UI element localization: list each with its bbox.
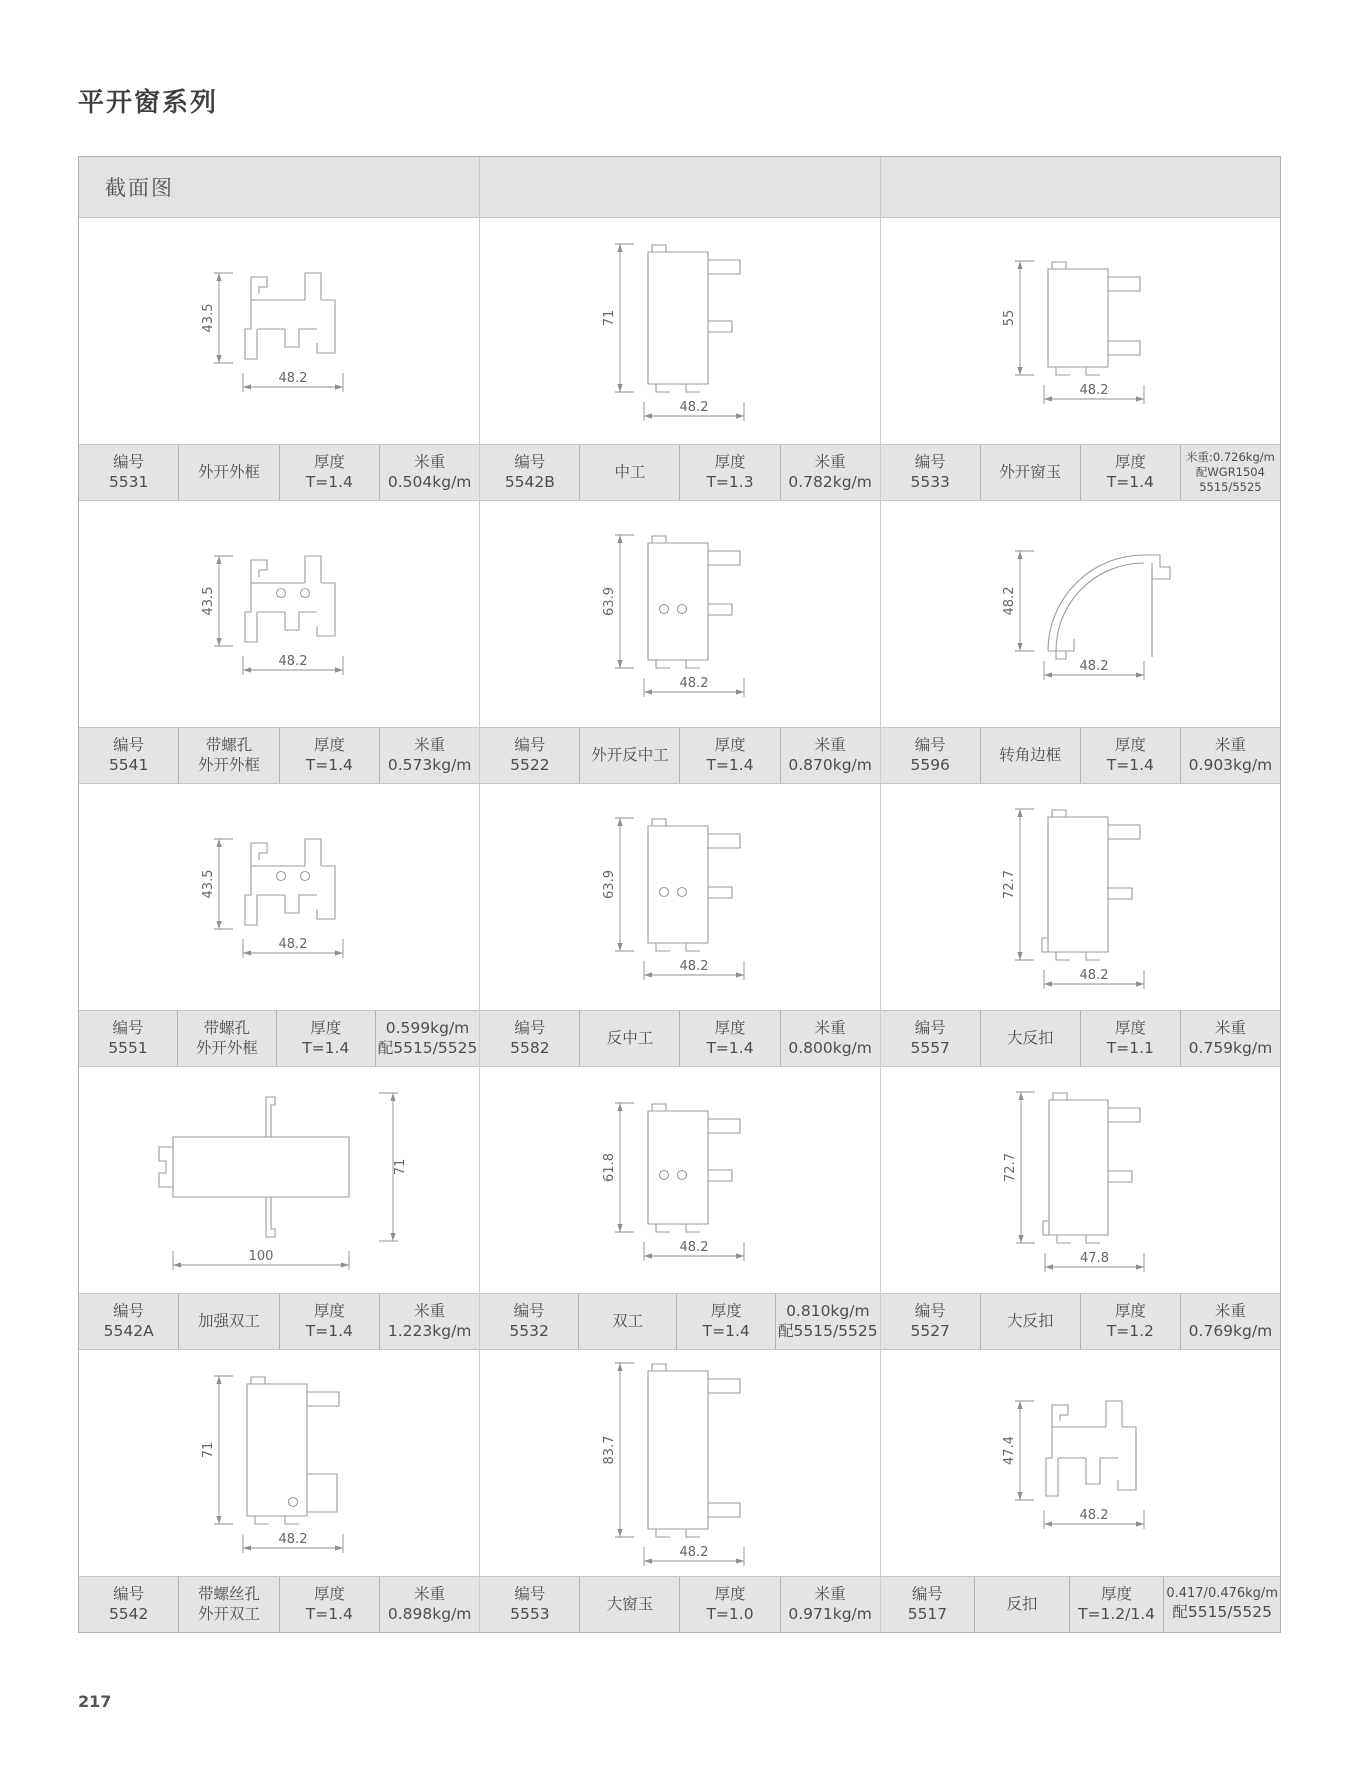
- spec-code-value: 5596: [910, 755, 950, 774]
- spec-thickness-cell: [1080, 728, 1180, 783]
- section-header-cell-2: [479, 157, 879, 217]
- page-number: 217: [78, 1692, 112, 1711]
- profile-row: [79, 1067, 1280, 1350]
- spec-weight-line: 0.800kg/m: [788, 1038, 872, 1057]
- spec-code-cell: [480, 445, 579, 500]
- spec-name-line: 带螺孔: [205, 735, 253, 754]
- spec-code-cell: [79, 1294, 178, 1349]
- profile-cross-section-diagram: [89, 784, 469, 1010]
- profile-cross-section-diagram: [890, 501, 1270, 727]
- spec-name-line: 大窗玉: [606, 1594, 654, 1613]
- spec-weight-line: 配5515/5525: [1172, 1602, 1272, 1621]
- spec-name-line: 中工: [614, 462, 646, 481]
- spec-weight-line: 0.759kg/m: [1188, 1038, 1273, 1057]
- dimension-label-vertical: 72.7: [1002, 870, 1018, 899]
- catalog-table: [78, 156, 1281, 1633]
- profile-cross-section-diagram: [890, 218, 1270, 444]
- spec-code-value: 5517: [907, 1604, 948, 1623]
- spec-weight-cell: [379, 1294, 479, 1349]
- profile-diagram-area: [881, 784, 1280, 1010]
- spec-code-value: 5557: [910, 1038, 950, 1057]
- dimension-label-horizontal: 48.2: [679, 676, 709, 691]
- spec-weight-cell: [379, 728, 479, 783]
- profile-diagram-area: [79, 218, 479, 444]
- spec-code-label: 编号: [514, 452, 546, 471]
- spec-weight-line: 米重: [414, 1584, 446, 1603]
- spec-code-cell: [79, 445, 178, 500]
- spec-code-value: 5551: [108, 1038, 148, 1057]
- spec-thickness-value: T=1.4: [1106, 472, 1154, 491]
- spec-code-cell: [480, 1294, 578, 1349]
- spec-name-line: 带螺孔: [203, 1018, 251, 1037]
- spec-weight-line: 0.782kg/m: [788, 472, 872, 491]
- spec-thickness-value: T=1.4: [706, 1038, 754, 1057]
- dimension-label-horizontal: 47.8: [1080, 1251, 1110, 1266]
- spec-weight-cell: [780, 1011, 880, 1066]
- spec-weight-cell: [780, 445, 880, 500]
- spec-code-value: 5527: [910, 1321, 950, 1340]
- spec-code-label: 编号: [914, 1018, 946, 1037]
- profile-diagram-area: [480, 1067, 879, 1293]
- spec-weight-line: 米重: [814, 452, 846, 471]
- dimension-label-vertical: 43.5: [201, 303, 217, 333]
- spec-thickness-cell: [679, 1577, 779, 1632]
- spec-code-value: 5582: [510, 1038, 550, 1057]
- spec-thickness-cell: [679, 445, 779, 500]
- profile-spec-row: [881, 1010, 1280, 1067]
- profile-spec-row: [881, 444, 1280, 501]
- spec-thickness-value: T=1.4: [706, 755, 754, 774]
- spec-name-cell: [178, 1577, 278, 1632]
- profile-cross-section-diagram: [490, 784, 870, 1010]
- profile-cross-section-diagram: [490, 501, 870, 727]
- spec-name-line: 外开外框: [197, 462, 260, 481]
- spec-name-cell: [579, 728, 679, 783]
- profile-grid: [79, 218, 1280, 1632]
- profile-cell: [479, 501, 879, 784]
- spec-code-label: 编号: [513, 1301, 545, 1320]
- spec-weight-line: 米重: [414, 735, 446, 754]
- dimension-label-vertical: 48.2: [1002, 586, 1018, 616]
- profile-diagram-area: [79, 1067, 479, 1293]
- spec-code-cell: [79, 728, 178, 783]
- spec-weight-line: 米重: [1214, 1018, 1246, 1037]
- spec-code-value: 5531: [108, 472, 149, 491]
- dimension-label-vertical: 71: [393, 1158, 409, 1176]
- spec-code-label: 编号: [112, 1018, 144, 1037]
- spec-thickness-label: 厚度: [714, 1018, 746, 1037]
- spec-name-cell: [980, 728, 1080, 783]
- spec-name-line: 反中工: [606, 1028, 654, 1047]
- spec-weight-line: 0.870kg/m: [788, 755, 872, 774]
- spec-weight-line: 米重: [1214, 1301, 1246, 1320]
- spec-thickness-cell: [279, 445, 379, 500]
- spec-name-cell: [974, 1577, 1069, 1632]
- spec-weight-line: 0.971kg/m: [788, 1604, 872, 1623]
- spec-name-cell: [980, 1294, 1080, 1349]
- dimension-label-horizontal: 48.2: [278, 937, 308, 952]
- spec-name-line: 加强双工: [197, 1311, 260, 1330]
- spec-weight-line: 米重: [414, 1301, 446, 1320]
- spec-weight-line: 配5515/5525: [778, 1321, 878, 1340]
- spec-thickness-value: T=1.4: [305, 472, 353, 491]
- spec-thickness-label: 厚度: [710, 1301, 742, 1320]
- profile-diagram-area: [881, 218, 1280, 444]
- profile-spec-row: [480, 1293, 879, 1350]
- spec-thickness-label: 厚度: [1114, 1301, 1146, 1320]
- spec-name-line: 大反扣: [1007, 1311, 1054, 1330]
- profile-spec-row: [480, 1576, 879, 1632]
- profile-diagram-area: [480, 784, 879, 1010]
- spec-thickness-cell: [1080, 1294, 1180, 1349]
- spec-thickness-value: T=1.4: [305, 1604, 353, 1623]
- spec-thickness-cell: [276, 1011, 375, 1066]
- spec-code-cell: [79, 1011, 177, 1066]
- spec-thickness-cell: [1069, 1577, 1164, 1632]
- profile-diagram-area: [480, 218, 879, 444]
- spec-thickness-label: 厚度: [714, 452, 746, 471]
- dimension-label-horizontal: 48.2: [1079, 659, 1109, 674]
- spec-thickness-cell: [676, 1294, 775, 1349]
- spec-weight-line: 配5515/5525: [377, 1038, 478, 1057]
- spec-weight-line: 1.223kg/m: [387, 1321, 472, 1340]
- profile-cross-section-diagram: [890, 1067, 1270, 1293]
- profile-cell: [479, 784, 879, 1067]
- dimension-label-horizontal: 48.2: [679, 1240, 709, 1255]
- section-header-cell: 截面图: [105, 176, 174, 200]
- profile-cell: [880, 1067, 1280, 1350]
- dimension-label-horizontal: 48.2: [1079, 1508, 1109, 1523]
- spec-weight-cell: [1163, 1577, 1280, 1632]
- dimension-label-vertical: 71: [601, 309, 617, 327]
- dimension-label-horizontal: 48.2: [278, 654, 308, 669]
- dimension-label-horizontal: 48.2: [679, 1545, 709, 1560]
- profile-cross-section-diagram: [490, 218, 870, 444]
- spec-thickness-cell: [279, 1294, 379, 1349]
- spec-name-line: 外开反中工: [591, 745, 669, 764]
- spec-name-line: 外开窗玉: [999, 462, 1062, 481]
- table-header-row: [79, 157, 1280, 218]
- spec-weight-cell: [375, 1011, 480, 1066]
- profile-spec-row: [79, 1576, 479, 1632]
- profile-diagram-area: [79, 784, 479, 1010]
- spec-thickness-value: T=1.2/1.4: [1078, 1604, 1156, 1623]
- spec-code-label: 编号: [113, 735, 145, 754]
- spec-code-cell: [881, 445, 980, 500]
- profile-spec-row: [79, 1010, 479, 1067]
- profile-cell: [479, 1067, 879, 1350]
- profile-diagram-area: [881, 1350, 1280, 1576]
- dimension-label-vertical: 43.5: [201, 869, 217, 899]
- profile-spec-row: [480, 727, 879, 784]
- profile-cell: [479, 218, 879, 501]
- dimension-label-horizontal: 100: [248, 1249, 274, 1264]
- spec-weight-line: 0.810kg/m: [786, 1301, 870, 1320]
- spec-thickness-value: T=1.4: [1106, 755, 1154, 774]
- spec-weight-line: 0.599kg/m: [385, 1018, 470, 1037]
- profile-cell: [880, 1350, 1280, 1632]
- spec-name-cell: [177, 1011, 276, 1066]
- profile-cell: [79, 1067, 479, 1350]
- profile-cell: [79, 501, 479, 784]
- spec-thickness-value: T=1.2: [1106, 1321, 1154, 1340]
- spec-name-line: 外开双工: [197, 1604, 260, 1623]
- spec-code-label: 编号: [113, 452, 145, 471]
- spec-code-cell: [881, 1577, 975, 1632]
- spec-thickness-label: 厚度: [1114, 452, 1146, 471]
- spec-name-line: 大反扣: [1007, 1028, 1054, 1047]
- spec-weight-line: 米重: [814, 735, 846, 754]
- spec-code-cell: [79, 1577, 178, 1632]
- spec-weight-line: 米重: [814, 1018, 846, 1037]
- spec-code-cell: [480, 1577, 579, 1632]
- spec-weight-line: 米重: [814, 1584, 846, 1603]
- spec-code-value: 5542B: [504, 472, 555, 491]
- profile-cross-section-diagram: [890, 1350, 1270, 1576]
- spec-name-cell: [579, 1011, 679, 1066]
- spec-weight-line: 0.769kg/m: [1188, 1321, 1273, 1340]
- profile-cell: [479, 1350, 879, 1632]
- profile-diagram-area: [881, 501, 1280, 727]
- spec-thickness-label: 厚度: [313, 735, 345, 754]
- spec-code-value: 5542A: [103, 1321, 154, 1340]
- profile-cell: [79, 218, 479, 501]
- spec-name-line: 带螺丝孔: [197, 1584, 260, 1603]
- profile-row: [79, 501, 1280, 784]
- profile-row: [79, 218, 1280, 501]
- profile-cross-section-diagram: [89, 1350, 469, 1576]
- spec-code-cell: [480, 728, 579, 783]
- spec-code-value: 5532: [509, 1321, 549, 1340]
- profile-cross-section-diagram: [490, 1350, 870, 1576]
- spec-code-cell: [881, 1294, 980, 1349]
- profile-cell: [880, 218, 1280, 501]
- spec-weight-cell: [780, 728, 880, 783]
- profile-spec-row: [79, 1293, 479, 1350]
- profile-row: [79, 1350, 1280, 1632]
- spec-weight-cell: [379, 445, 479, 500]
- spec-thickness-value: T=1.1: [1106, 1038, 1154, 1057]
- spec-thickness-label: 厚度: [1101, 1584, 1133, 1603]
- profile-cross-section-diagram: [490, 1067, 870, 1293]
- spec-weight-cell: [775, 1294, 880, 1349]
- page-title: 平开窗系列: [78, 88, 219, 118]
- spec-thickness-value: T=1.4: [305, 755, 353, 774]
- spec-name-line: 反扣: [1006, 1594, 1038, 1613]
- spec-code-label: 编号: [911, 1584, 943, 1603]
- profile-diagram-area: [480, 501, 879, 727]
- spec-code-label: 编号: [514, 1584, 546, 1603]
- spec-name-line: 转角边框: [999, 745, 1062, 764]
- spec-code-label: 编号: [914, 452, 946, 471]
- dimension-label-vertical: 55: [1002, 309, 1018, 327]
- profile-cross-section-diagram: [89, 1067, 469, 1293]
- profile-cross-section-diagram: [89, 501, 469, 727]
- spec-weight-line: 0.417/0.476kg/m: [1166, 1586, 1278, 1602]
- dimension-label-horizontal: 48.2: [278, 1532, 308, 1547]
- spec-thickness-label: 厚度: [313, 1301, 345, 1320]
- spec-thickness-cell: [679, 1011, 779, 1066]
- profile-spec-row: [480, 1010, 879, 1067]
- section-header-cell-3: [880, 157, 1280, 217]
- spec-thickness-cell: [1080, 445, 1180, 500]
- spec-name-cell: [980, 445, 1080, 500]
- spec-code-label: 编号: [113, 1584, 145, 1603]
- spec-thickness-label: 厚度: [310, 1018, 342, 1037]
- profile-cell: [880, 501, 1280, 784]
- spec-weight-line: 配WGR1504: [1195, 465, 1265, 480]
- dimension-label-vertical: 61.8: [601, 1153, 617, 1182]
- spec-name-line: 外开外框: [197, 755, 260, 774]
- profile-diagram-area: [79, 501, 479, 727]
- spec-thickness-value: T=1.4: [702, 1321, 750, 1340]
- profile-diagram-area: [881, 1067, 1280, 1293]
- spec-weight-line: 米重: [1214, 735, 1246, 754]
- spec-code-label: 编号: [514, 735, 546, 754]
- spec-weight-line: 0.504kg/m: [387, 472, 472, 491]
- spec-thickness-label: 厚度: [313, 1584, 345, 1603]
- spec-thickness-cell: [1080, 1011, 1180, 1066]
- profile-spec-row: [881, 1576, 1280, 1632]
- profile-cross-section-diagram: [890, 784, 1270, 1010]
- spec-code-label: 编号: [914, 1301, 946, 1320]
- spec-code-label: 编号: [113, 1301, 145, 1320]
- spec-name-cell: [178, 728, 278, 783]
- dimension-label-vertical: 47.4: [1002, 1436, 1018, 1465]
- profile-cross-section-diagram: [89, 218, 469, 444]
- profile-row: [79, 784, 1280, 1067]
- spec-thickness-label: 厚度: [714, 1584, 746, 1603]
- profile-spec-row: [79, 727, 479, 784]
- spec-thickness-cell: [279, 1577, 379, 1632]
- spec-thickness-value: T=1.4: [305, 1321, 353, 1340]
- spec-name-line: 双工: [612, 1311, 644, 1330]
- spec-thickness-cell: [679, 728, 779, 783]
- dimension-label-vertical: 63.9: [601, 587, 617, 616]
- spec-weight-cell: [1180, 1011, 1280, 1066]
- profile-spec-row: [881, 1293, 1280, 1350]
- dimension-label-horizontal: 48.2: [1079, 383, 1109, 398]
- profile-diagram-area: [480, 1350, 879, 1576]
- profile-diagram-area: [79, 1350, 479, 1576]
- spec-code-cell: [881, 1011, 980, 1066]
- spec-weight-line: 0.898kg/m: [387, 1604, 472, 1623]
- spec-weight-cell: [1180, 1294, 1280, 1349]
- spec-name-cell: [178, 445, 278, 500]
- dimension-label-vertical: 71: [201, 1441, 217, 1459]
- spec-weight-line: 0.573kg/m: [387, 755, 472, 774]
- spec-name-cell: [579, 1577, 679, 1632]
- spec-thickness-label: 厚度: [1114, 735, 1146, 754]
- dimension-label-horizontal: 48.2: [679, 959, 709, 974]
- spec-weight-line: 米重:0.726kg/m: [1186, 450, 1275, 465]
- spec-thickness-label: 厚度: [1114, 1018, 1146, 1037]
- spec-thickness-label: 厚度: [313, 452, 345, 471]
- spec-name-line: 外开外框: [195, 1038, 258, 1057]
- spec-weight-cell: [1180, 728, 1280, 783]
- profile-spec-row: [881, 727, 1280, 784]
- spec-name-cell: [980, 1011, 1080, 1066]
- dimension-label-vertical: 43.5: [201, 586, 217, 616]
- profile-spec-row: [480, 444, 879, 501]
- profile-cell: [79, 1350, 479, 1632]
- spec-weight-cell: [1180, 445, 1280, 500]
- spec-name-cell: [578, 1294, 677, 1349]
- dimension-label-horizontal: 48.2: [278, 371, 308, 386]
- spec-code-label: 编号: [914, 735, 946, 754]
- spec-weight-cell: [379, 1577, 479, 1632]
- spec-thickness-value: T=1.0: [706, 1604, 754, 1623]
- spec-name-cell: [579, 445, 679, 500]
- spec-thickness-value: T=1.4: [302, 1038, 350, 1057]
- spec-code-cell: [480, 1011, 579, 1066]
- dimension-label-horizontal: 48.2: [1079, 968, 1109, 983]
- spec-thickness-label: 厚度: [714, 735, 746, 754]
- spec-code-label: 编号: [514, 1018, 546, 1037]
- profile-spec-row: [79, 444, 479, 501]
- spec-weight-line: 米重: [414, 452, 446, 471]
- spec-thickness-cell: [279, 728, 379, 783]
- spec-weight-line: 5515/5525: [1199, 479, 1262, 494]
- spec-code-value: 5553: [510, 1604, 550, 1623]
- spec-thickness-value: T=1.3: [706, 472, 754, 491]
- spec-weight-line: 0.903kg/m: [1188, 755, 1273, 774]
- spec-code-value: 5541: [108, 755, 149, 774]
- profile-cell: [79, 784, 479, 1067]
- spec-code-value: 5542: [108, 1604, 149, 1623]
- spec-code-cell: [881, 728, 980, 783]
- spec-weight-cell: [780, 1577, 880, 1632]
- profile-cell: [880, 784, 1280, 1067]
- dimension-label-vertical: 72.7: [1003, 1153, 1019, 1182]
- dimension-label-horizontal: 48.2: [679, 400, 709, 415]
- spec-code-value: 5533: [910, 472, 950, 491]
- spec-code-value: 5522: [510, 755, 550, 774]
- dimension-label-vertical: 63.9: [601, 870, 617, 899]
- dimension-label-vertical: 83.7: [601, 1435, 617, 1465]
- spec-name-cell: [178, 1294, 278, 1349]
